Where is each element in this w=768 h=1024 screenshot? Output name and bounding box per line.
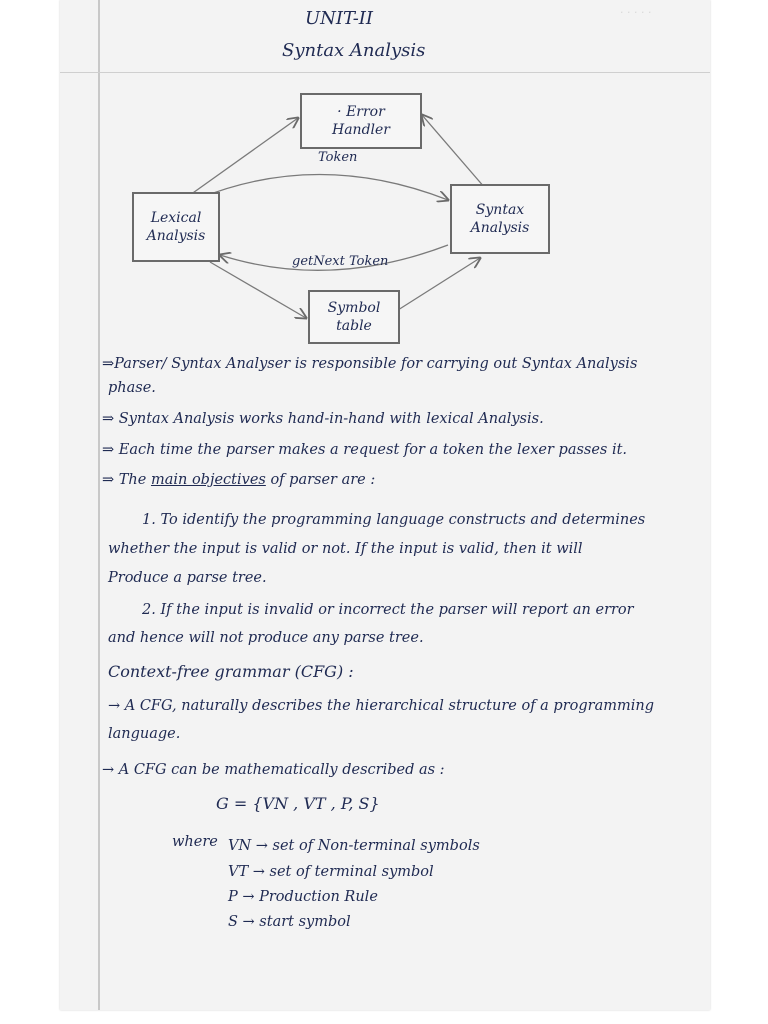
get-next-token-label: getNext Token [292, 254, 389, 269]
error-handler-box: · Error Handler [300, 93, 422, 149]
note-parser-role: ⇒Parser/ Syntax Analyser is responsible for carrying out Syntax Analysis [102, 356, 638, 372]
arrow-token [200, 174, 448, 200]
objective-1-line1: 1. To identify the programming language constructs and determines [142, 512, 646, 528]
objectives-prefix: ⇒ The [102, 472, 151, 488]
definition-vt: VT → set of terminal symbol [228, 864, 434, 880]
page-title: Syntax Analysis [282, 40, 426, 61]
cfg-note-1-cont: language. [108, 726, 181, 742]
note-parser-role-cont: phase. [108, 380, 156, 396]
objective-1-line2: whether the input is valid or not. If the input is valid, then it will [108, 541, 583, 557]
cfg-formula: G = {VN , VT , P, S} [216, 794, 380, 813]
token-label: Token [318, 150, 358, 165]
objective-1-line3: Produce a parse tree. [108, 570, 267, 586]
unit-heading: UNIT-II [305, 8, 374, 29]
arrow-syntax-to-error [422, 115, 485, 188]
symbol-table-box: Symbol table [308, 290, 400, 344]
arrow-lexical-to-symbol [210, 262, 306, 318]
objectives-underlined: main objectives [150, 472, 266, 488]
note-token-request: ⇒ Each time the parser makes a request for a token the lexer passes it. [102, 442, 628, 458]
cfg-heading: Context-free grammar (CFG) : [108, 662, 354, 681]
bleed-through-text: · · · · · [620, 6, 652, 19]
definition-p: P → Production Rule [228, 889, 378, 905]
definition-vn: VN → set of Non-terminal symbols [228, 838, 480, 854]
cfg-note-2: → A CFG can be mathematically described as : [102, 762, 445, 778]
note-objectives-intro [102, 472, 375, 488]
where-label: where [172, 834, 218, 850]
cfg-note-1: → A CFG, naturally describes the hierarchical structure of a programming [108, 698, 654, 714]
arrow-symbol-to-syntax [398, 258, 480, 310]
objective-2-line1: 2. If the input is invalid or incorrect the parser will report an error [142, 602, 634, 618]
definition-s: S → start symbol [228, 914, 351, 930]
syntax-analysis-box: Syntax Analysis [450, 184, 550, 254]
notebook-page [60, 0, 710, 1010]
objective-2-line2: and hence will not produce any parse tree. [108, 630, 424, 646]
note-hand-in-hand: ⇒ Syntax Analysis works hand-in-hand with lexical Analysis. [102, 411, 544, 427]
lexical-analysis-box: Lexical Analysis [132, 192, 220, 262]
objectives-suffix: of parser are : [265, 472, 376, 488]
